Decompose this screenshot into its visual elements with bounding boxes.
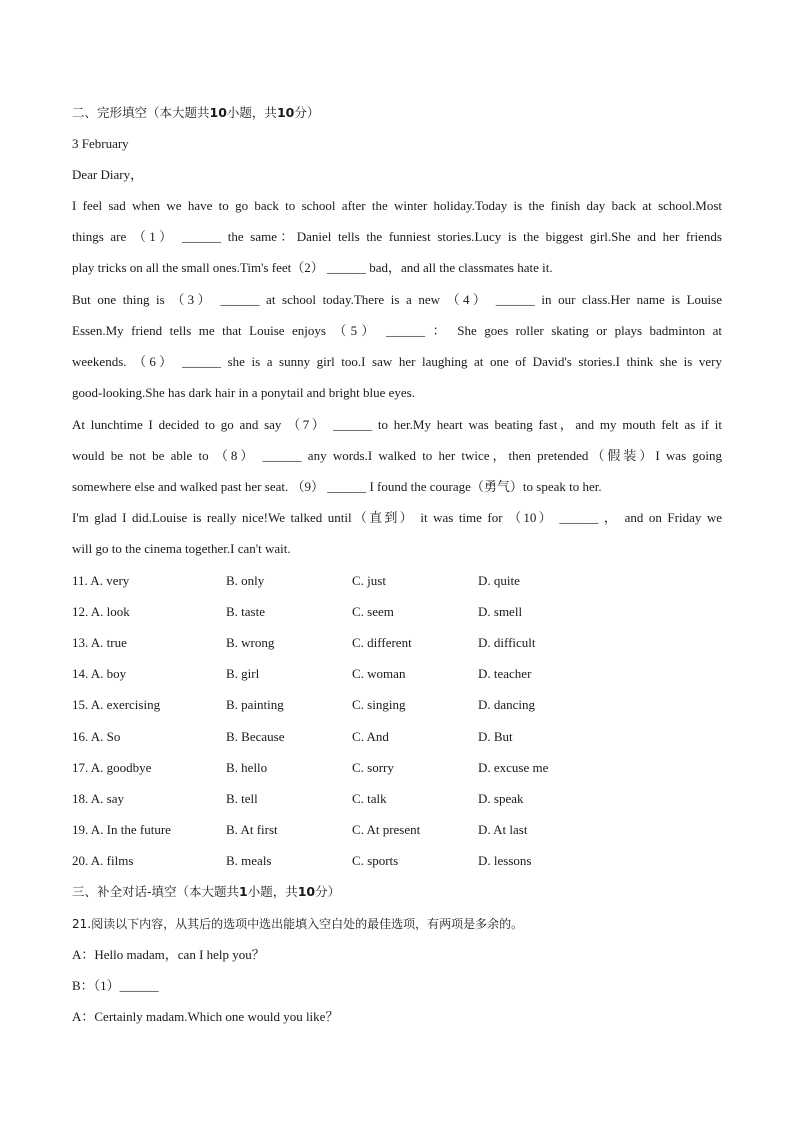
passage-line: weekends. （6） ______ she is a sunny girl too.I saw her laughing at one of David's stories.I think she is very xyxy=(72,354,722,369)
passage-line: things are （1） ______ the same：Daniel tells the funniest stories.Lucy is the biggest girl.She and her friends xyxy=(72,229,722,244)
option-d: D. difficult xyxy=(478,635,536,650)
passage-line: would be not be able to （8） ______ any words.I walked to her twice，then pretended（假装）I was going xyxy=(72,448,722,463)
option-b: B. girl xyxy=(226,666,260,681)
dialogue-line: A：Hello madam，can I help you？ xyxy=(72,947,265,962)
option-c: C. And xyxy=(352,729,389,744)
passage-line: Essen.My friend tells me that Louise enjoys （5） ______ ： She goes roller skating or plays badminton at xyxy=(72,323,722,338)
option-d: D. speak xyxy=(478,791,524,806)
option-c: C. talk xyxy=(352,791,387,806)
dialogue-line: A：Certainly madam.Which one would you like？ xyxy=(72,1009,339,1024)
question-options-row xyxy=(72,791,722,807)
option-b: B. taste xyxy=(226,604,265,619)
option-b: B. meals xyxy=(226,853,272,868)
option-d: D. quite xyxy=(478,573,520,588)
option-c: C. sports xyxy=(352,853,399,868)
option-d: D. teacher xyxy=(478,666,532,681)
option-a: 17. A. goodbye xyxy=(72,760,152,775)
option-a: 18. A. say xyxy=(72,791,124,806)
option-a: 15. A. exercising xyxy=(72,697,161,712)
question-options-row xyxy=(72,853,722,869)
passage-line: I feel sad when we have to go back to school after the winter holiday.Today is the finish day back at school.Most xyxy=(72,198,722,213)
question-options-row xyxy=(72,760,722,776)
passage-line: I'm glad I did.Louise is really nice!We talked until（直到） it was time for （10） ______ ， and on Friday we xyxy=(72,510,722,525)
passage-line: play tricks on all the small ones.Tim's feet（2） ______ bad，and all the classmates hate it. xyxy=(72,260,553,275)
passage-line: At lunchtime I decided to go and say （7） ______ to her.My heart was beating fast，and my mouth felt as if it xyxy=(72,417,722,432)
option-c: C. seem xyxy=(352,604,394,619)
option-a: 20. A. films xyxy=(72,853,134,868)
option-b: B. Because xyxy=(226,729,285,744)
option-b: B. tell xyxy=(226,791,258,806)
section-heading-dialogue: 三、补全对话-填空（本大题共1小题，共10分） xyxy=(72,884,341,899)
option-b: B. wrong xyxy=(226,635,275,650)
option-b: B. At first xyxy=(226,822,278,837)
option-c: C. different xyxy=(352,635,412,650)
dialogue-line: B：（1）______ xyxy=(72,978,159,993)
option-b: B. only xyxy=(226,573,265,588)
option-c: C. singing xyxy=(352,697,406,712)
option-a: 13. A. true xyxy=(72,635,127,650)
question-options-row xyxy=(72,573,722,589)
option-b: B. painting xyxy=(226,697,284,712)
option-d: D. dancing xyxy=(478,697,536,712)
option-a: 16. A. So xyxy=(72,729,121,744)
question-options-row xyxy=(72,729,722,745)
option-d: D. smell xyxy=(478,604,523,619)
question-options-row xyxy=(72,635,722,651)
question-options-row xyxy=(72,822,722,838)
option-c: C. sorry xyxy=(352,760,394,775)
letter-date: 3 February xyxy=(72,136,129,151)
option-c: C. woman xyxy=(352,666,406,681)
letter-greeting: Dear Diary， xyxy=(72,167,144,182)
option-d: D. But xyxy=(478,729,513,744)
option-d: D. excuse me xyxy=(478,760,549,775)
question-options-row xyxy=(72,666,722,682)
option-a: 11. A. very xyxy=(72,573,130,588)
passage-line: will go to the cinema together.I can't wait. xyxy=(72,541,291,556)
option-c: C. just xyxy=(352,573,386,588)
option-b: B. hello xyxy=(226,760,268,775)
option-a: 12. A. look xyxy=(72,604,130,619)
question-options-row xyxy=(72,697,722,713)
section-heading-cloze: 二、完形填空（本大题共10小题，共10分） xyxy=(72,105,320,120)
option-a: 14. A. boy xyxy=(72,666,127,681)
passage-line: somewhere else and walked past her seat. （9） ______ I found the courage（勇气）to speak to her. xyxy=(72,479,602,494)
option-a: 19. A. In the future xyxy=(72,822,171,837)
passage-line: But one thing is （3） ______ at school today.There is a new （4） ______ in our class.Her name is Louise xyxy=(72,292,722,307)
option-d: D. At last xyxy=(478,822,528,837)
passage-line: good-looking.She has dark hair in a ponytail and bright blue eyes. xyxy=(72,385,415,400)
option-c: C. At present xyxy=(352,822,421,837)
option-d: D. lessons xyxy=(478,853,532,868)
dialogue-instruction: 21.阅读以下内容，从其后的选项中选出能填入空白处的最佳选项，有两项是多余的。 xyxy=(72,917,524,931)
question-options-row xyxy=(72,604,722,620)
